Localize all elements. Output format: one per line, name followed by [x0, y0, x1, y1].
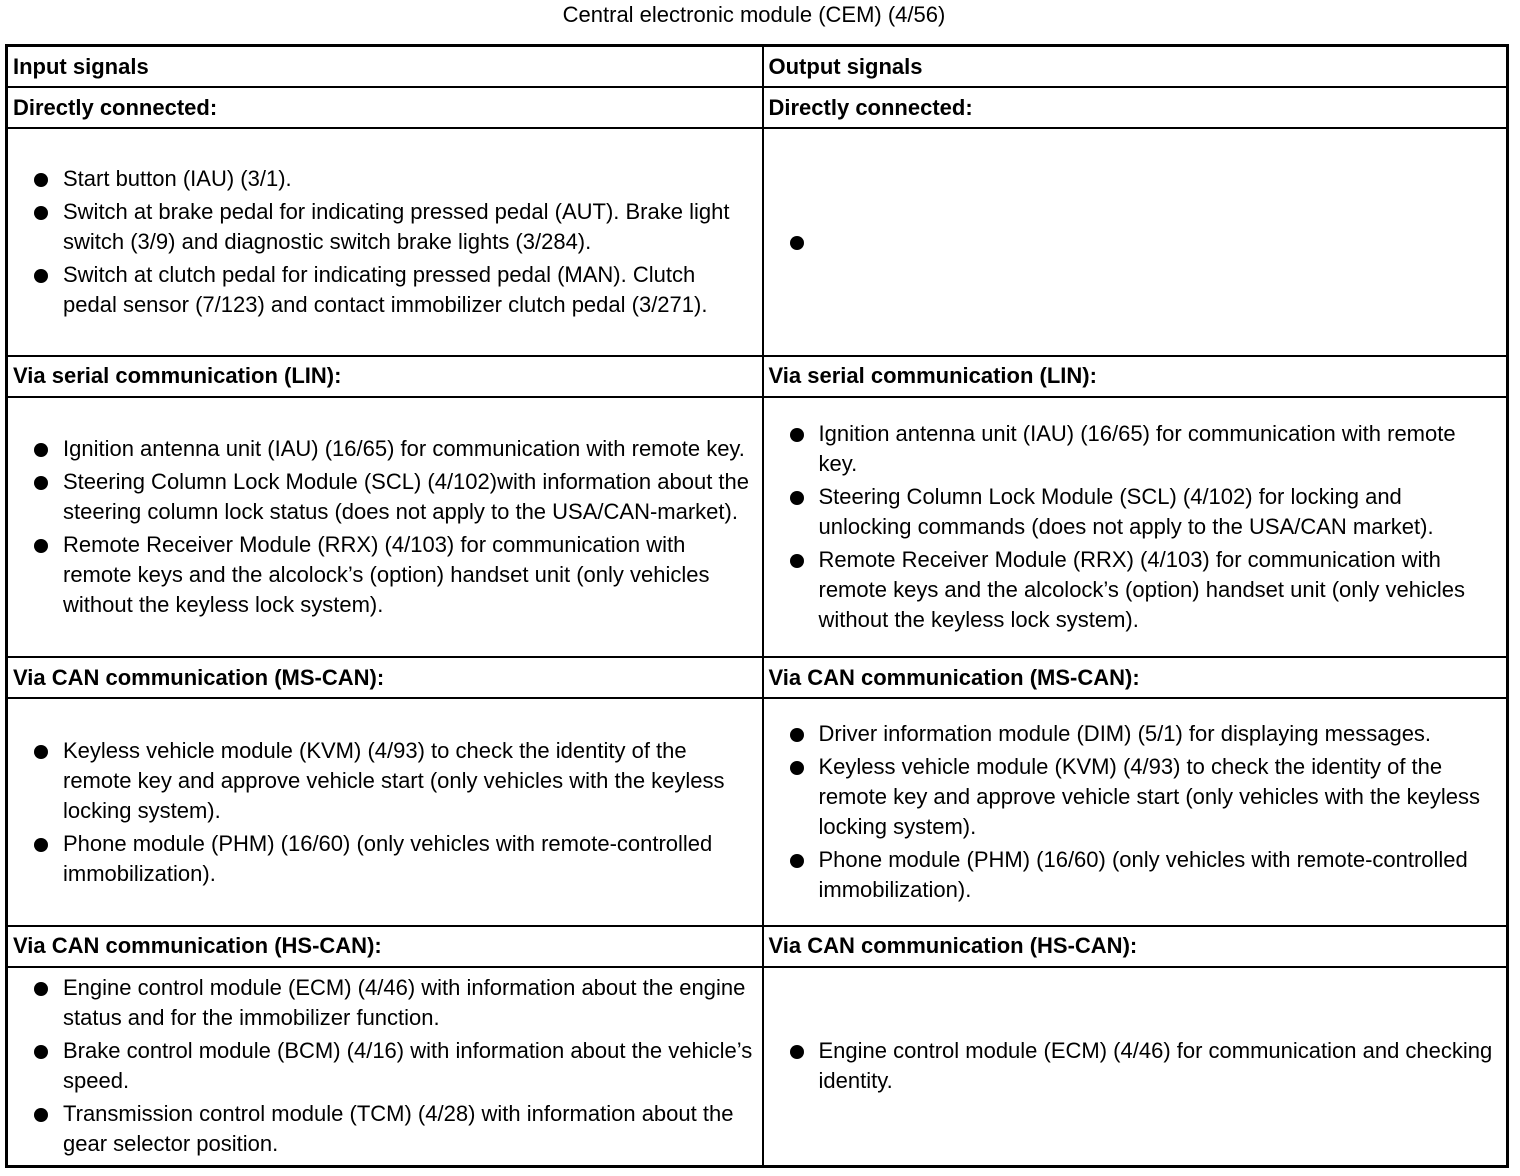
lin-input-heading: Via serial communication (LIN):: [7, 356, 763, 397]
list-item: Steering Column Lock Module (SCL) (4/102)with information about the steering column lock status (does not apply to the USA/CAN-market).: [13, 467, 757, 527]
direct-output-heading: Directly connected:: [763, 87, 1508, 128]
ms-can-input-heading: Via CAN communication (MS-CAN):: [7, 657, 763, 698]
hs-can-input-list: [13, 973, 757, 1159]
list-item: Keyless vehicle module (KVM) (4/93) to check the identity of the remote key and approve vehicle start (only vehicles with the keyless locking system).: [13, 736, 757, 826]
lin-output-cell: [763, 397, 1508, 658]
column-header-row: [7, 46, 1508, 88]
direct-input-list: [13, 164, 757, 320]
hs-can-output-cell: [763, 967, 1508, 1167]
section-heading-row: [7, 926, 1508, 967]
ms-can-input-cell: [7, 698, 763, 926]
list-item: Ignition antenna unit (IAU) (16/65) for communication with remote key.: [769, 419, 1502, 479]
list-item: Remote Receiver Module (RRX) (4/103) for communication with remote keys and the alcolock’s (option) handset unit (only vehicles without the keyless lock system).: [13, 530, 757, 620]
list-item: Steering Column Lock Module (SCL) (4/102) for locking and unlocking commands (does not apply to the USA/CAN market).: [769, 482, 1502, 542]
hs-can-output-heading: Via CAN communication (HS-CAN):: [763, 926, 1508, 967]
section-heading-row: [7, 657, 1508, 698]
page-title: Central electronic module (CEM) (4/56): [562, 2, 946, 27]
direct-input-heading: Directly connected:: [7, 87, 763, 128]
section-body-row: [7, 128, 1508, 356]
lin-output-list: [769, 419, 1502, 635]
ms-can-output-heading: Via CAN communication (MS-CAN):: [763, 657, 1508, 698]
list-item: Remote Receiver Module (RRX) (4/103) for communication with remote keys and the alcolock’s (option) handset unit (only vehicles without the keyless lock system).: [769, 545, 1502, 635]
list-item: Brake control module (BCM) (4/16) with information about the vehicle’s speed.: [13, 1036, 757, 1096]
list-item: Switch at clutch pedal for indicating pressed pedal (MAN). Clutch pedal sensor (7/123) and contact immobilizer clutch pedal (3/271).: [13, 260, 757, 320]
lin-input-cell: [7, 397, 763, 658]
list-item: Ignition antenna unit (IAU) (16/65) for communication with remote key.: [13, 434, 757, 464]
direct-output-list: [769, 227, 1502, 257]
input-signals-header: Input signals: [7, 46, 763, 88]
list-item: Keyless vehicle module (KVM) (4/93) to check the identity of the remote key and approve vehicle start (only vehicles with the keyless locking system).: [769, 752, 1502, 842]
hs-can-input-cell: [7, 967, 763, 1167]
ms-can-output-list: [769, 719, 1502, 905]
hs-can-input-heading: Via CAN communication (HS-CAN):: [7, 926, 763, 967]
section-body-row: [7, 698, 1508, 926]
section-body-row: [7, 967, 1508, 1167]
list-item: Switch at brake pedal for indicating pressed pedal (AUT). Brake light switch (3/9) and diagnostic switch brake lights (3/284).: [13, 197, 757, 257]
hs-can-output-list: [769, 1036, 1502, 1096]
section-heading-row: [7, 87, 1508, 128]
section-body-row: [7, 397, 1508, 658]
ms-can-output-cell: [763, 698, 1508, 926]
list-item: Engine control module (ECM) (4/46) with information about the engine status and for the immobilizer function.: [13, 973, 757, 1033]
lin-input-list: [13, 434, 757, 620]
list-item: Phone module (PHM) (16/60) (only vehicles with remote-controlled immobilization).: [13, 829, 757, 889]
list-item: Phone module (PHM) (16/60) (only vehicles with remote-controlled immobilization).: [769, 845, 1502, 905]
output-signals-header: Output signals: [763, 46, 1508, 88]
list-item: Engine control module (ECM) (4/46) for communication and checking identity.: [769, 1036, 1502, 1096]
signals-table: [5, 44, 1509, 1168]
direct-output-cell: [763, 128, 1508, 356]
list-item-empty: [769, 227, 1502, 257]
direct-input-cell: [7, 128, 763, 356]
list-item: Driver information module (DIM) (5/1) for displaying messages.: [769, 719, 1502, 749]
section-heading-row: [7, 356, 1508, 397]
ms-can-input-list: [13, 736, 757, 889]
list-item: Start button (IAU) (3/1).: [13, 164, 757, 194]
lin-output-heading: Via serial communication (LIN):: [763, 356, 1508, 397]
list-item: Transmission control module (TCM) (4/28) with information about the gear selector position.: [13, 1099, 757, 1159]
